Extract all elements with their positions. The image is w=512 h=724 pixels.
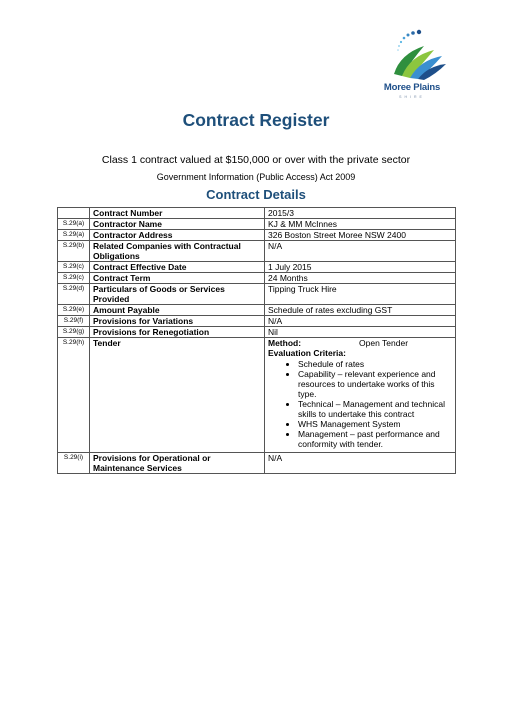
section-ref: S.29(f) — [58, 316, 90, 327]
row-label: Contractor Name — [90, 219, 265, 230]
row-value: Schedule of rates excluding GST — [265, 305, 456, 316]
section-ref — [58, 208, 90, 219]
table-row — [58, 262, 456, 273]
section-ref: S.29(h) — [58, 338, 90, 453]
act-subtitle: Government Information (Public Access) Act 2009 — [156, 172, 356, 182]
row-value: 326 Boston Street Moree NSW 2400 — [265, 230, 456, 241]
tender-row — [58, 338, 456, 453]
tender-method — [268, 338, 452, 348]
table-row — [58, 230, 456, 241]
criteria-item: • WHS Management System — [298, 419, 452, 429]
tender-details — [265, 338, 456, 453]
logo-mark-icon — [372, 24, 452, 84]
row-label: Contract Effective Date — [90, 262, 265, 273]
criteria-item: • Management – past performance and conformity with tender. — [298, 429, 452, 449]
row-value: 24 Months — [265, 273, 456, 284]
row-value: 1 July 2015 — [265, 262, 456, 273]
row-label: Provisions for Variations — [90, 316, 265, 327]
method-value: Open Tender — [359, 338, 409, 348]
section-ref: S.29(b) — [58, 241, 90, 262]
table-row — [58, 284, 456, 305]
row-value: Nil — [265, 327, 456, 338]
section-ref: S.29(d) — [58, 284, 90, 305]
section-ref: S.29(c) — [58, 262, 90, 273]
table-row — [58, 316, 456, 327]
criteria-item: • Capability – relevant experience and resources to undertake works of this type. — [298, 369, 452, 399]
table-row — [58, 241, 456, 262]
section-ref: S.29(e) — [58, 305, 90, 316]
table-row — [58, 305, 456, 316]
criteria-item: • Technical – Management and technical skills to undertake this contract — [298, 399, 452, 419]
table-row — [58, 327, 456, 338]
row-label: Contractor Address — [90, 230, 265, 241]
contract-class-subtitle: Class 1 contract valued at $150,000 or over with the private sector — [101, 154, 411, 166]
row-label: Amount Payable — [90, 305, 265, 316]
table-row — [58, 208, 456, 219]
row-label: Provisions for Renegotiation — [90, 327, 265, 338]
section-ref: S.29(a) — [58, 230, 90, 241]
section-ref: S.29(g) — [58, 327, 90, 338]
section-ref: S.29(a) — [58, 219, 90, 230]
criteria-list — [268, 359, 452, 449]
method-label: Method: — [268, 338, 302, 348]
row-value: 2015/3 — [265, 208, 456, 219]
row-label: Particulars of Goods or Services Provided — [90, 284, 265, 305]
contract-details-table — [57, 207, 456, 474]
table-row — [58, 273, 456, 284]
row-label: Provisions for Operational or Maintenance Services — [90, 453, 265, 474]
moree-plains-logo — [372, 24, 452, 108]
row-value: Tipping Truck Hire — [265, 284, 456, 305]
criteria-label: Evaluation Criteria: — [268, 348, 346, 358]
row-value: KJ & MM McInnes — [265, 219, 456, 230]
row-value: N/A — [265, 316, 456, 327]
page-title: Contract Register — [182, 110, 330, 130]
row-label: Contract Term — [90, 273, 265, 284]
logo-subtitle: SHIRE — [399, 95, 425, 99]
table-row — [58, 219, 456, 230]
logo-name: Moree Plains — [383, 82, 441, 93]
section-title: Contract Details — [206, 187, 306, 202]
row-value: N/A — [265, 241, 456, 262]
section-ref: S.29(i) — [58, 453, 90, 474]
table-row — [58, 453, 456, 474]
row-label: Tender — [90, 338, 265, 453]
section-ref: S.29(c) — [58, 273, 90, 284]
row-value: N/A — [265, 453, 456, 474]
row-label: Contract Number — [90, 208, 265, 219]
row-label: Related Companies with Contractual Obligations — [90, 241, 265, 262]
criteria-item: • Schedule of rates — [298, 359, 452, 369]
